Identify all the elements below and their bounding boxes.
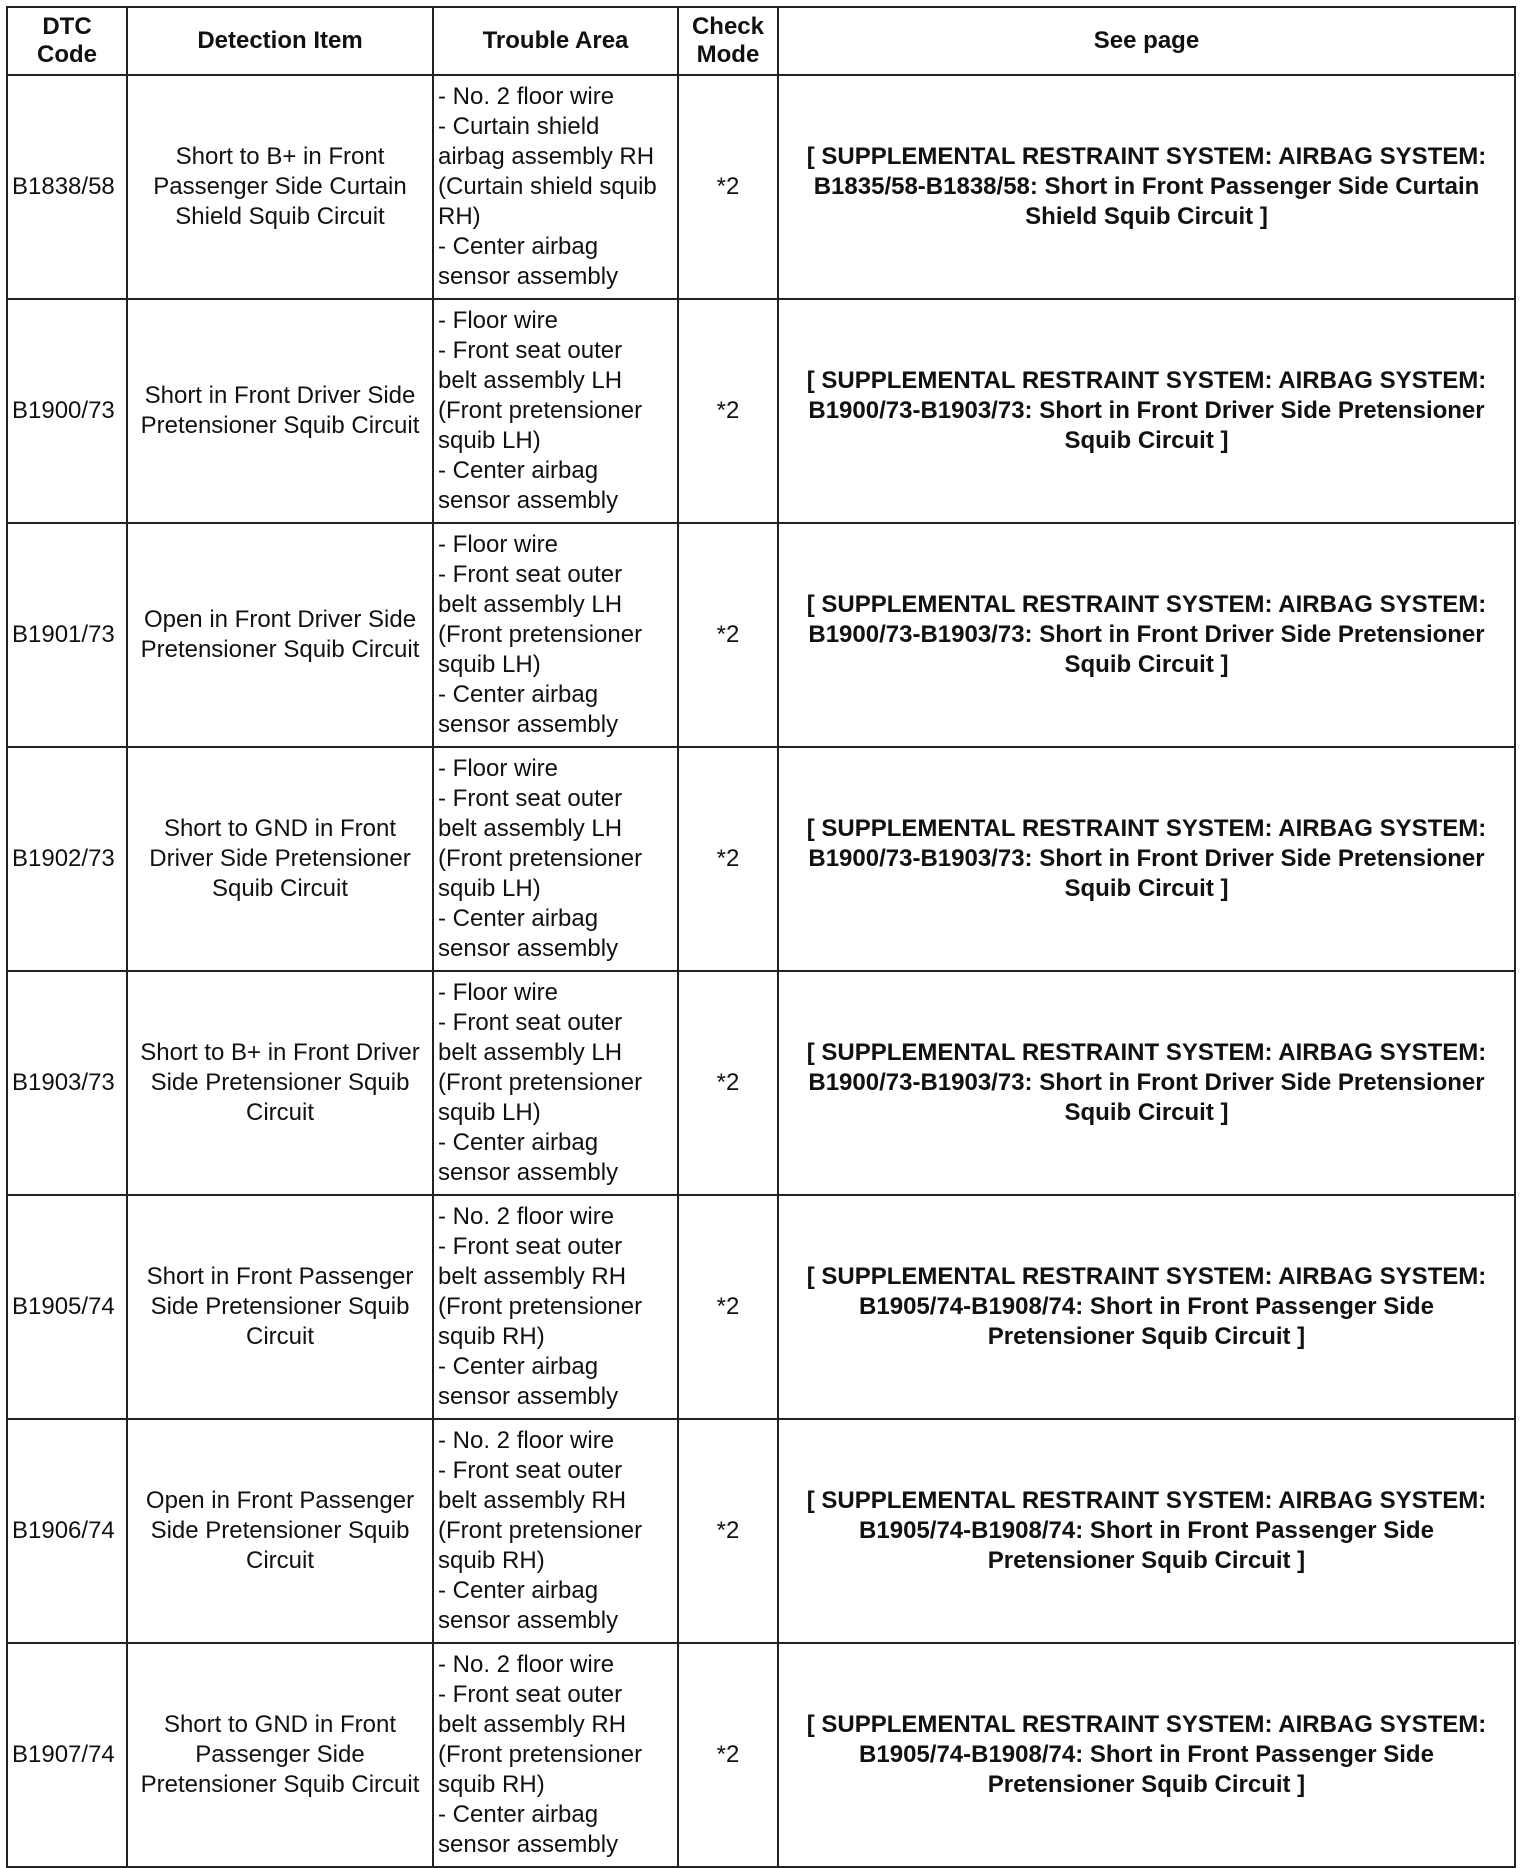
- trouble-area-line: sensor assembly: [438, 1607, 619, 1634]
- trouble-area-line: (Front pretensioner: [438, 397, 643, 424]
- trouble-area-line: - Floor wire: [438, 531, 559, 558]
- trouble-area-line: sensor assembly: [438, 711, 619, 738]
- trouble-area-line: - No. 2 floor wire: [438, 1651, 615, 1678]
- header-row: [7, 7, 1515, 75]
- trouble-area-line: squib RH): [438, 1771, 545, 1798]
- trouble-area-line: - Front seat outer: [438, 1233, 623, 1260]
- see-page-link[interactable]: [ SUPPLEMENTAL RESTRAINT SYSTEM: AIRBAG SYSTEM: B1905/74-B1908/74: Short in Front Passenger Side Pretensioner Squib Circuit ]: [778, 1195, 1515, 1419]
- see-page-link[interactable]: [ SUPPLEMENTAL RESTRAINT SYSTEM: AIRBAG SYSTEM: B1905/74-B1908/74: Short in Front Passenger Side Pretensioner Squib Circuit ]: [778, 1643, 1515, 1867]
- trouble-area-line: - Front seat outer: [438, 1009, 623, 1036]
- trouble-area-line: (Front pretensioner: [438, 621, 643, 648]
- table-row: [7, 299, 1515, 523]
- trouble-area-cell: [433, 523, 678, 747]
- trouble-area-line: (Front pretensioner: [438, 1293, 643, 1320]
- table-row: [7, 747, 1515, 971]
- detection-item-cell: Short to GND in Front Driver Side Pretensioner Squib Circuit: [127, 747, 433, 971]
- detection-item-cell: Short to GND in Front Passenger Side Pretensioner Squib Circuit: [127, 1643, 433, 1867]
- table-row: [7, 1195, 1515, 1419]
- detection-item-cell: Open in Front Driver Side Pretensioner Squib Circuit: [127, 523, 433, 747]
- trouble-area-line: sensor assembly: [438, 1159, 619, 1186]
- dtc-code-cell: B1900/73: [7, 299, 127, 523]
- trouble-area-line: - Curtain shield: [438, 113, 600, 140]
- table-row: [7, 1643, 1515, 1867]
- trouble-area-line: (Front pretensioner: [438, 1517, 643, 1544]
- trouble-area-line: squib LH): [438, 651, 541, 678]
- header-see-page: See page: [778, 7, 1515, 75]
- trouble-area-cell: [433, 1419, 678, 1643]
- header-check-mode-line: Mode: [696, 41, 760, 68]
- dtc-code-cell: B1906/74: [7, 1419, 127, 1643]
- trouble-area-line: (Front pretensioner: [438, 845, 643, 872]
- trouble-area-line: - Front seat outer: [438, 1681, 623, 1708]
- trouble-area-line: - Floor wire: [438, 307, 559, 334]
- detection-item-cell: Short in Front Driver Side Pretensioner Squib Circuit: [127, 299, 433, 523]
- dtc-code-cell: B1907/74: [7, 1643, 127, 1867]
- trouble-area-line: squib LH): [438, 427, 541, 454]
- header-dtc-code-line: Code: [37, 41, 97, 68]
- see-page-link[interactable]: [ SUPPLEMENTAL RESTRAINT SYSTEM: AIRBAG SYSTEM: B1900/73-B1903/73: Short in Front Driver Side Pretensioner Squib Circuit ]: [778, 971, 1515, 1195]
- trouble-area-line: - Center airbag: [438, 905, 599, 932]
- trouble-area-line: - Center airbag: [438, 1129, 599, 1156]
- trouble-area-line: RH): [438, 203, 481, 230]
- check-mode-cell: *2: [678, 523, 778, 747]
- dtc-code-cell: B1838/58: [7, 75, 127, 299]
- header-dtc-code: [7, 7, 127, 75]
- trouble-area-line: sensor assembly: [438, 487, 619, 514]
- trouble-area-line: - No. 2 floor wire: [438, 1203, 615, 1230]
- trouble-area-cell: [433, 75, 678, 299]
- trouble-area-line: - Center airbag: [438, 233, 599, 260]
- trouble-area-line: (Front pretensioner: [438, 1741, 643, 1768]
- trouble-area-line: sensor assembly: [438, 1831, 619, 1858]
- dtc-code-cell: B1902/73: [7, 747, 127, 971]
- trouble-area-line: - Center airbag: [438, 681, 599, 708]
- trouble-area-cell: [433, 747, 678, 971]
- trouble-area-line: (Curtain shield squib: [438, 173, 657, 200]
- check-mode-cell: *2: [678, 1195, 778, 1419]
- trouble-area-line: - Center airbag: [438, 1577, 599, 1604]
- detection-item-cell: Short to B+ in Front Passenger Side Curtain Shield Squib Circuit: [127, 75, 433, 299]
- check-mode-cell: *2: [678, 1419, 778, 1643]
- trouble-area-line: - Center airbag: [438, 1353, 599, 1380]
- header-detection-item: Detection Item: [127, 7, 433, 75]
- trouble-area-line: - Floor wire: [438, 979, 559, 1006]
- trouble-area-line: squib RH): [438, 1547, 545, 1574]
- trouble-area-line: - Front seat outer: [438, 561, 623, 588]
- trouble-area-line: - Front seat outer: [438, 785, 623, 812]
- trouble-area-line: belt assembly LH: [438, 1039, 623, 1066]
- trouble-area-line: - Front seat outer: [438, 1457, 623, 1484]
- trouble-area-line: airbag assembly RH: [438, 143, 655, 170]
- detection-item-cell: Short to B+ in Front Driver Side Pretensioner Squib Circuit: [127, 971, 433, 1195]
- trouble-area-line: sensor assembly: [438, 935, 619, 962]
- see-page-link[interactable]: [ SUPPLEMENTAL RESTRAINT SYSTEM: AIRBAG SYSTEM: B1900/73-B1903/73: Short in Front Driver Side Pretensioner Squib Circuit ]: [778, 299, 1515, 523]
- header-dtc-code-line: DTC: [42, 13, 92, 40]
- trouble-area-cell: [433, 299, 678, 523]
- trouble-area-line: belt assembly RH: [438, 1711, 627, 1738]
- table-body: [7, 75, 1515, 1867]
- see-page-link[interactable]: [ SUPPLEMENTAL RESTRAINT SYSTEM: AIRBAG SYSTEM: B1835/58-B1838/58: Short in Front Passenger Side Curtain Shield Squib Circuit ]: [778, 75, 1515, 299]
- dtc-code-cell: B1903/73: [7, 971, 127, 1195]
- table-row: [7, 75, 1515, 299]
- check-mode-cell: *2: [678, 299, 778, 523]
- table-row: [7, 1419, 1515, 1643]
- header-trouble-area: Trouble Area: [433, 7, 678, 75]
- check-mode-cell: *2: [678, 971, 778, 1195]
- see-page-link[interactable]: [ SUPPLEMENTAL RESTRAINT SYSTEM: AIRBAG SYSTEM: B1900/73-B1903/73: Short in Front Driver Side Pretensioner Squib Circuit ]: [778, 523, 1515, 747]
- see-page-link[interactable]: [ SUPPLEMENTAL RESTRAINT SYSTEM: AIRBAG SYSTEM: B1905/74-B1908/74: Short in Front Passenger Side Pretensioner Squib Circuit ]: [778, 1419, 1515, 1643]
- detection-item-cell: Short in Front Passenger Side Pretensioner Squib Circuit: [127, 1195, 433, 1419]
- trouble-area-cell: [433, 971, 678, 1195]
- trouble-area-line: - No. 2 floor wire: [438, 1427, 615, 1454]
- check-mode-cell: *2: [678, 747, 778, 971]
- trouble-area-line: - Floor wire: [438, 755, 559, 782]
- header-check-mode-line: Check: [691, 13, 765, 40]
- trouble-area-line: squib RH): [438, 1323, 545, 1350]
- detection-item-cell: Open in Front Passenger Side Pretensioner Squib Circuit: [127, 1419, 433, 1643]
- trouble-area-line: sensor assembly: [438, 263, 619, 290]
- trouble-area-line: belt assembly LH: [438, 367, 623, 394]
- trouble-area-line: squib LH): [438, 875, 541, 902]
- trouble-area-line: belt assembly RH: [438, 1487, 627, 1514]
- header-check-mode: [678, 7, 778, 75]
- trouble-area-line: - No. 2 floor wire: [438, 83, 615, 110]
- table-row: [7, 523, 1515, 747]
- dtc-table: [6, 6, 1516, 1868]
- trouble-area-cell: [433, 1195, 678, 1419]
- trouble-area-line: - Center airbag: [438, 1801, 599, 1828]
- dtc-code-cell: B1901/73: [7, 523, 127, 747]
- trouble-area-line: - Center airbag: [438, 457, 599, 484]
- see-page-link[interactable]: [ SUPPLEMENTAL RESTRAINT SYSTEM: AIRBAG SYSTEM: B1900/73-B1903/73: Short in Front Driver Side Pretensioner Squib Circuit ]: [778, 747, 1515, 971]
- check-mode-cell: *2: [678, 75, 778, 299]
- trouble-area-line: squib LH): [438, 1099, 541, 1126]
- trouble-area-line: (Front pretensioner: [438, 1069, 643, 1096]
- trouble-area-line: - Front seat outer: [438, 337, 623, 364]
- trouble-area-line: belt assembly RH: [438, 1263, 627, 1290]
- trouble-area-line: belt assembly LH: [438, 815, 623, 842]
- trouble-area-line: belt assembly LH: [438, 591, 623, 618]
- table-row: [7, 971, 1515, 1195]
- trouble-area-line: sensor assembly: [438, 1383, 619, 1410]
- dtc-code-cell: B1905/74: [7, 1195, 127, 1419]
- trouble-area-cell: [433, 1643, 678, 1867]
- check-mode-cell: *2: [678, 1643, 778, 1867]
